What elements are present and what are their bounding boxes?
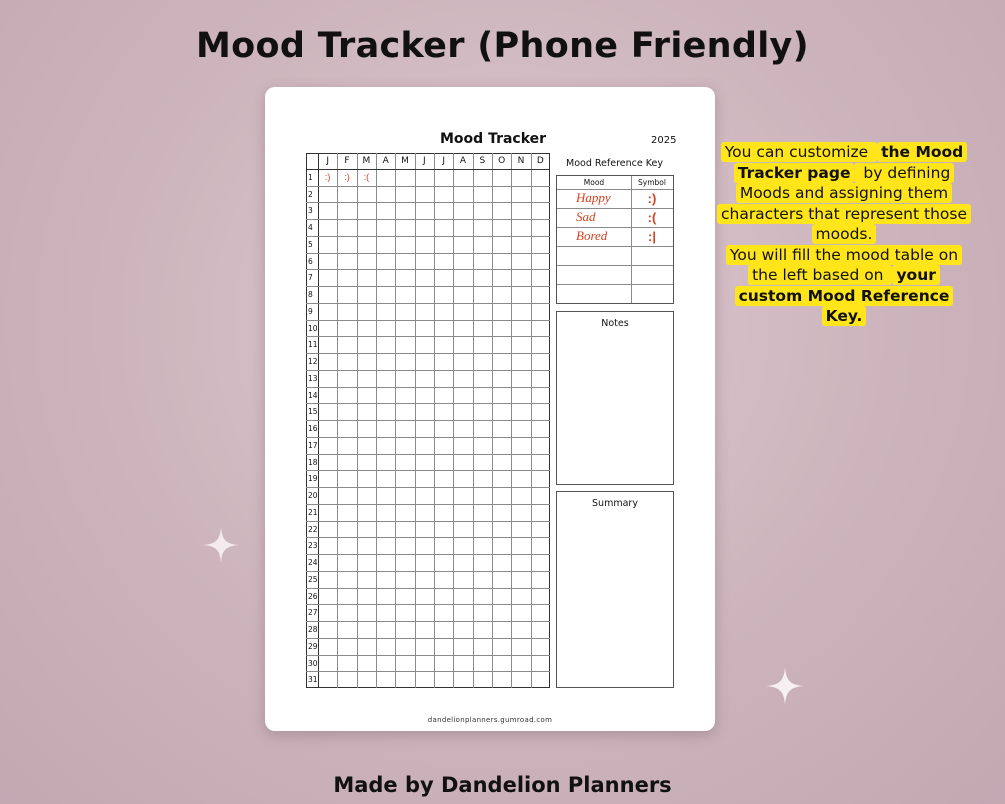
footer-credit: Made by Dandelion Planners <box>333 773 672 797</box>
grid-line <box>306 655 550 656</box>
grid-line <box>306 504 550 505</box>
grid-line <box>306 202 550 203</box>
day-label: 10 <box>308 323 318 333</box>
reference-symbol: :( <box>647 210 657 225</box>
day-label: 13 <box>308 373 318 383</box>
reference-key-title: Mood Reference Key <box>566 158 663 169</box>
summary-label: Summary <box>592 498 638 509</box>
grid-line <box>306 186 550 187</box>
mood-entry: :( <box>363 172 370 182</box>
grid-line <box>306 671 550 672</box>
grid-line <box>306 588 550 589</box>
grid-line <box>306 286 550 287</box>
customization-callout <box>716 142 972 327</box>
sheet-title: Mood Tracker <box>440 131 547 147</box>
day-label: 7 <box>308 273 313 283</box>
day-label: 27 <box>308 608 318 618</box>
grid-line <box>306 269 550 270</box>
month-label: J <box>442 156 445 166</box>
table-line <box>557 246 673 247</box>
day-label: 29 <box>308 641 318 651</box>
grid-line <box>306 437 550 438</box>
reference-mood: Bored <box>576 228 608 243</box>
sheet-year: 2025 <box>651 135 677 146</box>
grid-line <box>306 604 550 605</box>
day-label: 26 <box>308 591 318 601</box>
table-line <box>557 208 673 209</box>
day-label: 23 <box>308 541 318 551</box>
day-label: 4 <box>308 223 313 233</box>
callout-text: You can customize <box>721 142 877 162</box>
month-label: N <box>517 156 525 166</box>
day-label: 18 <box>308 457 318 467</box>
day-label: 17 <box>308 440 318 450</box>
grid-line <box>306 454 550 455</box>
day-label: 3 <box>308 206 313 216</box>
grid-line <box>306 169 550 170</box>
grid-line <box>306 253 550 254</box>
grid-line <box>306 638 550 639</box>
day-label: 30 <box>308 658 318 668</box>
month-label: A <box>459 156 467 166</box>
reference-symbol: :) <box>647 191 657 206</box>
day-label: 8 <box>308 290 313 300</box>
table-line <box>557 227 673 228</box>
month-label: A <box>382 156 389 166</box>
month-label: J <box>422 156 426 166</box>
grid-line <box>306 303 550 304</box>
grid-line <box>306 571 550 572</box>
notes-label: Notes <box>601 318 629 329</box>
reference-mood: Happy <box>576 190 611 205</box>
grid-line <box>306 487 550 488</box>
grid-line <box>306 353 550 354</box>
grid-line <box>306 521 550 522</box>
grid-line <box>306 420 550 421</box>
notes-box <box>556 311 674 485</box>
sparkle-icon <box>766 667 804 705</box>
reference-mood: Sad <box>576 209 596 224</box>
grid-line <box>306 621 550 622</box>
month-label: M <box>362 156 371 166</box>
day-label: 31 <box>308 675 318 685</box>
day-label: 24 <box>308 558 318 568</box>
month-label: D <box>536 156 544 166</box>
day-label: 25 <box>308 574 318 584</box>
grid-line <box>306 387 550 388</box>
day-label: 20 <box>308 491 318 501</box>
day-label: 19 <box>308 474 318 484</box>
month-label: F <box>344 156 350 166</box>
callout-bold-text: the Mood Tracker page <box>734 142 968 183</box>
page-title: Mood Tracker (Phone Friendly) <box>196 26 809 66</box>
day-label: 9 <box>308 306 313 316</box>
table-line <box>557 265 673 266</box>
grid-line <box>306 470 550 471</box>
summary-box <box>556 491 674 688</box>
month-label: O <box>498 156 506 166</box>
day-label: 11 <box>308 340 318 350</box>
callout-text: by defining Moods and assigning them characters that represent those moods. <box>717 163 971 245</box>
day-label: 1 <box>308 173 313 182</box>
grid-line <box>306 403 550 404</box>
table-line <box>557 189 673 190</box>
day-label: 12 <box>308 357 318 367</box>
grid-line <box>306 336 550 337</box>
day-label: 5 <box>308 239 313 249</box>
grid-line <box>306 320 550 321</box>
reference-key-table <box>556 175 674 304</box>
day-label: 15 <box>308 407 318 417</box>
month-label: S <box>479 156 486 166</box>
grid-line <box>306 370 550 371</box>
grid-line <box>306 219 550 220</box>
callout-text: You will fill the mood table on the left based on <box>726 245 962 286</box>
grid-line <box>306 537 550 538</box>
day-label: 22 <box>308 524 318 534</box>
day-label: 14 <box>308 390 318 400</box>
mood-grid <box>306 153 550 688</box>
day-label: 16 <box>308 424 318 434</box>
month-label: M <box>401 156 409 166</box>
symbol-column-header: Symbol <box>638 178 666 187</box>
grid-line <box>306 687 550 688</box>
grid-line <box>306 153 550 154</box>
grid-line <box>306 236 550 237</box>
sparkle-icon <box>203 527 239 563</box>
callout-bold-text: your custom Mood Reference Key. <box>735 265 954 326</box>
sheet-footer-url: dandelionplanners.gumroad.com <box>427 716 553 724</box>
day-label: 28 <box>308 625 318 635</box>
day-label: 2 <box>308 189 313 199</box>
table-line <box>557 284 673 285</box>
grid-line <box>306 554 550 555</box>
day-label: 21 <box>308 507 318 517</box>
mood-entry: :) <box>324 172 331 182</box>
day-label: 6 <box>308 256 313 266</box>
mood-entry: :) <box>344 172 350 182</box>
month-label: J <box>326 156 329 166</box>
mood-column-header: Mood <box>583 178 605 187</box>
reference-symbol: :| <box>648 229 656 244</box>
